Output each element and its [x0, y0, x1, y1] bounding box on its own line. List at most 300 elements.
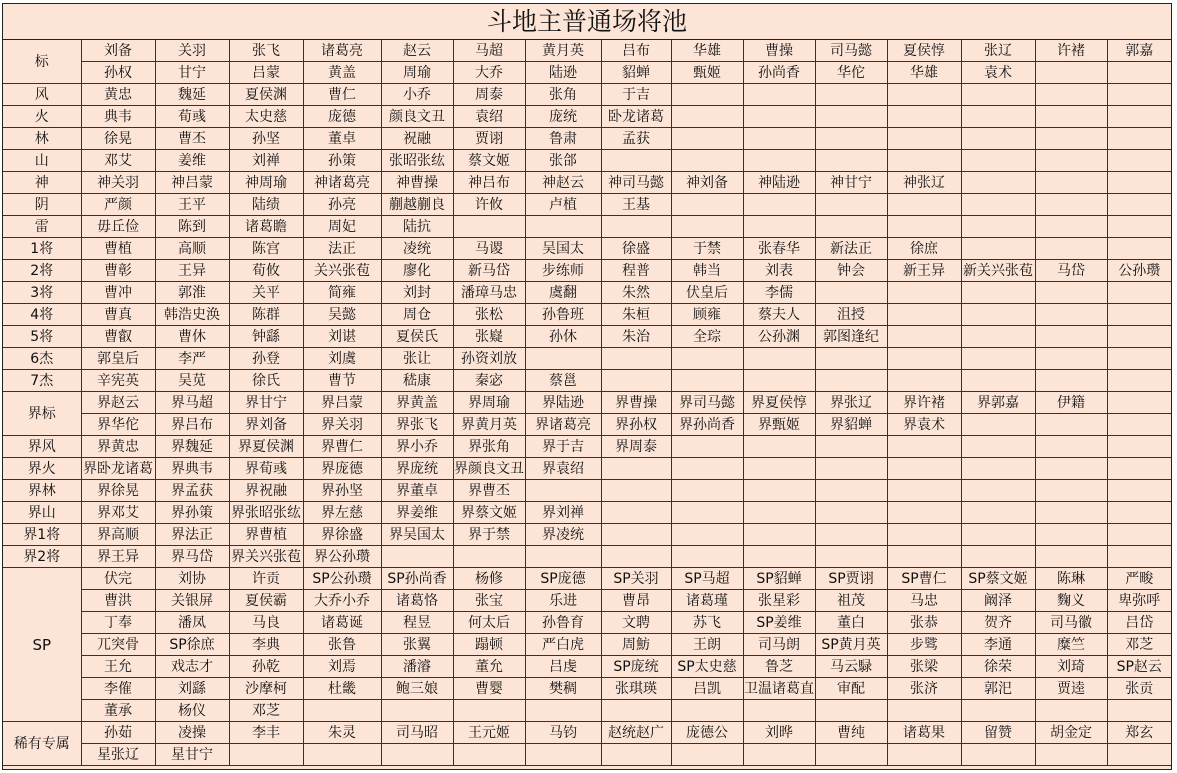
hero-cell — [1035, 194, 1107, 216]
hero-cell: 夏侯渊 — [229, 84, 303, 106]
hero-cell — [961, 744, 1035, 766]
hero-cell — [1107, 744, 1171, 766]
table-row — [3, 62, 1171, 84]
hero-cell: 荀攸 — [229, 260, 303, 282]
hero-cell: 张鲁 — [303, 634, 381, 656]
hero-cell: SP贾诩 — [815, 568, 887, 590]
hero-cell — [1107, 546, 1171, 568]
hero-cell — [887, 326, 961, 348]
hero-cell: 庞统 — [525, 106, 601, 128]
hero-cell: 界张角 — [453, 436, 525, 458]
hero-cell — [815, 348, 887, 370]
hero-cell: 孙茹 — [81, 722, 155, 744]
hero-cell — [1035, 414, 1107, 436]
hero-cell: 樊稠 — [525, 678, 601, 700]
hero-cell: SP貂蝉 — [743, 568, 815, 590]
table-row — [3, 722, 1171, 744]
hero-cell — [743, 700, 815, 722]
hero-cell: 界于吉 — [525, 436, 601, 458]
hero-cell: 曹仁 — [303, 84, 381, 106]
hero-cell: 周泰 — [453, 84, 525, 106]
hero-cell: 祝融 — [381, 128, 453, 150]
hero-cell: 陆抗 — [381, 216, 453, 238]
hero-cell: 界张辽 — [815, 392, 887, 414]
hero-cell: 界黄忠 — [81, 436, 155, 458]
category-label: 7杰 — [3, 370, 81, 392]
hero-cell: 孟获 — [601, 128, 671, 150]
hero-cell — [961, 414, 1035, 436]
table-row — [3, 612, 1171, 634]
hero-cell — [1035, 502, 1107, 524]
hero-cell: 钟繇 — [229, 326, 303, 348]
hero-cell: 贺齐 — [961, 612, 1035, 634]
hero-cell — [961, 480, 1035, 502]
hero-cell: 陈到 — [155, 216, 229, 238]
hero-cell — [743, 546, 815, 568]
hero-cell: 界吕蒙 — [303, 392, 381, 414]
hero-cell: SP关羽 — [601, 568, 671, 590]
hero-cell — [815, 216, 887, 238]
hero-cell: 界曹操 — [601, 392, 671, 414]
hero-cell: 诸葛果 — [887, 722, 961, 744]
hero-cell: 诸葛亮 — [303, 40, 381, 62]
category-label: 标 — [3, 40, 81, 84]
hero-cell — [1107, 326, 1171, 348]
table-row — [3, 238, 1171, 260]
hero-cell: 韩浩史涣 — [155, 304, 229, 326]
hero-cell — [1107, 106, 1171, 128]
hero-cell — [601, 524, 671, 546]
hero-cell — [887, 744, 961, 766]
hero-cell — [961, 150, 1035, 172]
table-row — [3, 216, 1171, 238]
hero-cell: 王朗 — [671, 634, 743, 656]
hero-cell: 界魏延 — [155, 436, 229, 458]
hero-cell: 麴义 — [1035, 590, 1107, 612]
hero-cell: 陈琳 — [1035, 568, 1107, 590]
hero-cell — [1035, 216, 1107, 238]
hero-cell: 界小乔 — [381, 436, 453, 458]
hero-cell — [525, 480, 601, 502]
hero-cell — [303, 744, 381, 766]
hero-cell: SP黄月英 — [815, 634, 887, 656]
hero-cell: 蔡夫人 — [743, 304, 815, 326]
hero-cell: 郭汜 — [961, 678, 1035, 700]
hero-cell: 蔡文姬 — [453, 150, 525, 172]
hero-cell — [743, 458, 815, 480]
hero-cell: 甘宁 — [155, 62, 229, 84]
hero-cell: 朱治 — [601, 326, 671, 348]
table-row — [3, 678, 1171, 700]
hero-cell: 许攸 — [453, 194, 525, 216]
hero-cell: 姜维 — [155, 150, 229, 172]
hero-cell: 留赞 — [961, 722, 1035, 744]
table-row — [3, 84, 1171, 106]
hero-cell: 界吴国太 — [381, 524, 453, 546]
hero-cell: 吴国太 — [525, 238, 601, 260]
hero-cell: 神甘宁 — [815, 172, 887, 194]
hero-cell — [887, 480, 961, 502]
hero-cell: SP马超 — [671, 568, 743, 590]
hero-cell: 郭淮 — [155, 282, 229, 304]
hero-cell: 荀彧 — [155, 106, 229, 128]
hero-cell: 毋丘俭 — [81, 216, 155, 238]
category-label: 神 — [3, 172, 81, 194]
hero-cell: 界蔡文姬 — [453, 502, 525, 524]
hero-cell — [601, 700, 671, 722]
hero-cell — [1107, 84, 1171, 106]
category-label: SP — [3, 568, 81, 722]
hero-cell: 周瑜 — [381, 62, 453, 84]
hero-cell — [961, 326, 1035, 348]
category-label: 界标 — [3, 392, 81, 436]
hero-cell: 吕凯 — [671, 678, 743, 700]
hero-cell: 伊籍 — [1035, 392, 1107, 414]
hero-cell: 李儒 — [743, 282, 815, 304]
hero-cell: 张济 — [887, 678, 961, 700]
hero-cell — [961, 84, 1035, 106]
hero-cell: 界甘宁 — [229, 392, 303, 414]
hero-cell: 刘谌 — [303, 326, 381, 348]
hero-cell — [1035, 524, 1107, 546]
hero-cell: SP赵云 — [1107, 656, 1171, 678]
hero-cell: 秦宓 — [453, 370, 525, 392]
hero-cell — [743, 744, 815, 766]
hero-cell: SP徐庶 — [155, 634, 229, 656]
hero-cell: 曹真 — [81, 304, 155, 326]
hero-cell: 关平 — [229, 282, 303, 304]
category-label: 阴 — [3, 194, 81, 216]
hero-cell: SP庞统 — [601, 656, 671, 678]
hero-cell: 界甄姬 — [743, 414, 815, 436]
hero-cell: 曹彰 — [81, 260, 155, 282]
hero-cell — [525, 700, 601, 722]
table-row — [3, 436, 1171, 458]
hero-cell — [1035, 546, 1107, 568]
hero-cell — [1107, 150, 1171, 172]
hero-cell: 界貂蝉 — [815, 414, 887, 436]
hero-cell — [887, 282, 961, 304]
hero-cell: 孙登 — [229, 348, 303, 370]
category-label: 界1将 — [3, 524, 81, 546]
hero-cell: 董承 — [81, 700, 155, 722]
hero-cell: 祖茂 — [815, 590, 887, 612]
hero-cell — [815, 194, 887, 216]
hero-cell — [453, 700, 525, 722]
hero-cell — [743, 502, 815, 524]
hero-cell — [1035, 326, 1107, 348]
hero-cell — [887, 150, 961, 172]
hero-cell: 关羽 — [155, 40, 229, 62]
hero-cell: 神曹操 — [381, 172, 453, 194]
hero-cell: 关银屏 — [155, 590, 229, 612]
hero-cell — [453, 546, 525, 568]
table-row — [3, 590, 1171, 612]
hero-cell: 董白 — [815, 612, 887, 634]
category-label: 风 — [3, 84, 81, 106]
hero-cell — [815, 106, 887, 128]
hero-cell — [1035, 238, 1107, 260]
hero-cell: 孙资刘放 — [453, 348, 525, 370]
hero-cell — [1035, 458, 1107, 480]
hero-cell: SP孙尚香 — [381, 568, 453, 590]
hero-cell: 张春华 — [743, 238, 815, 260]
hero-cell — [1035, 172, 1107, 194]
hero-cell — [671, 502, 743, 524]
hero-cell: 界袁绍 — [525, 458, 601, 480]
hero-cell: 大乔 — [453, 62, 525, 84]
hero-cell: 朱然 — [601, 282, 671, 304]
hero-cell — [815, 744, 887, 766]
hero-cell: 界高顺 — [81, 524, 155, 546]
hero-cell: 界黄盖 — [381, 392, 453, 414]
hero-cell: 公孙瓒 — [1107, 260, 1171, 282]
hero-cell: 界夏侯惇 — [743, 392, 815, 414]
hero-cell — [601, 546, 671, 568]
category-label: 火 — [3, 106, 81, 128]
hero-cell: 界祝融 — [229, 480, 303, 502]
hero-cell: 张飞 — [229, 40, 303, 62]
table-row — [3, 392, 1171, 414]
hero-cell — [815, 458, 887, 480]
hero-cell: 张角 — [525, 84, 601, 106]
hero-cell — [1107, 700, 1171, 722]
hero-cell: 界许褚 — [887, 392, 961, 414]
hero-cell: 卧龙诸葛 — [601, 106, 671, 128]
hero-cell: 刘表 — [743, 260, 815, 282]
hero-cell — [671, 700, 743, 722]
hero-cell — [815, 480, 887, 502]
hero-cell: 严颜 — [81, 194, 155, 216]
hero-cell: 周妃 — [303, 216, 381, 238]
hero-cell: 李傕 — [81, 678, 155, 700]
hero-cell — [525, 216, 601, 238]
hero-cell: 刘禅 — [229, 150, 303, 172]
hero-cell: 界孙权 — [601, 414, 671, 436]
hero-cell: 诸葛诞 — [303, 612, 381, 634]
category-label: 4将 — [3, 304, 81, 326]
hero-cell — [1107, 524, 1171, 546]
hero-cell: 典韦 — [81, 106, 155, 128]
hero-cell: 董允 — [453, 656, 525, 678]
hero-cell — [815, 84, 887, 106]
hero-cell — [453, 744, 525, 766]
hero-cell: 神关羽 — [81, 172, 155, 194]
hero-cell — [1035, 304, 1107, 326]
hero-cell: 界于禁 — [453, 524, 525, 546]
hero-cell: 刘虞 — [303, 348, 381, 370]
table-row — [3, 348, 1171, 370]
category-label: 山 — [3, 150, 81, 172]
hero-cell: 袁术 — [961, 62, 1035, 84]
hero-cell — [1107, 128, 1171, 150]
hero-cell: 杨仪 — [155, 700, 229, 722]
hero-cell: 界姜维 — [381, 502, 453, 524]
hero-cell — [525, 744, 601, 766]
hero-cell: 徐盛 — [601, 238, 671, 260]
hero-cell — [815, 502, 887, 524]
hero-cell: 周魴 — [601, 634, 671, 656]
hero-cell: 华佗 — [815, 62, 887, 84]
hero-cell: 兀突骨 — [81, 634, 155, 656]
hero-cell: 界袁术 — [887, 414, 961, 436]
hero-cell: 曹丕 — [155, 128, 229, 150]
hero-cell: 鲍三娘 — [381, 678, 453, 700]
hero-cell — [815, 524, 887, 546]
hero-cell — [961, 238, 1035, 260]
hero-cell: 蒯越蒯良 — [381, 194, 453, 216]
hero-cell: 刘晔 — [743, 722, 815, 744]
hero-cell: 关兴张苞 — [303, 260, 381, 282]
hero-cell: 界周泰 — [601, 436, 671, 458]
hero-cell: 孙尚香 — [743, 62, 815, 84]
hero-cell: 曹洪 — [81, 590, 155, 612]
hero-cell: 鲁肃 — [525, 128, 601, 150]
hero-cell: 郭图逢纪 — [815, 326, 887, 348]
hero-cell: 李丰 — [229, 722, 303, 744]
table-row — [3, 150, 1171, 172]
hero-cell — [815, 150, 887, 172]
hero-cell: 郑玄 — [1107, 722, 1171, 744]
table-row — [3, 282, 1171, 304]
hero-cell: 刘协 — [155, 568, 229, 590]
hero-cell: 司马徽 — [1035, 612, 1107, 634]
hero-cell: 王平 — [155, 194, 229, 216]
hero-cell: 曹节 — [303, 370, 381, 392]
hero-cell: 界凌统 — [525, 524, 601, 546]
hero-cell — [887, 304, 961, 326]
hero-cell — [887, 546, 961, 568]
hero-cell — [961, 370, 1035, 392]
hero-cell: 杨修 — [453, 568, 525, 590]
hero-cell: 严白虎 — [525, 634, 601, 656]
hero-cell — [1035, 744, 1107, 766]
table-row — [3, 370, 1171, 392]
hero-cell: 公孙渊 — [743, 326, 815, 348]
hero-cell: 黄忠 — [81, 84, 155, 106]
hero-cell — [1107, 172, 1171, 194]
hero-cell: 王元姬 — [453, 722, 525, 744]
hero-cell: 张贡 — [1107, 678, 1171, 700]
hero-cell: 小乔 — [381, 84, 453, 106]
hero-cell — [887, 84, 961, 106]
hero-cell: 凌操 — [155, 722, 229, 744]
hero-cell: 蹋顿 — [453, 634, 525, 656]
hero-cell: 诸葛瞻 — [229, 216, 303, 238]
hero-cell — [1035, 282, 1107, 304]
hero-cell: 潘凤 — [155, 612, 229, 634]
hero-cell — [1107, 194, 1171, 216]
hero-cell: 曹纯 — [815, 722, 887, 744]
hero-cell: 吕虔 — [525, 656, 601, 678]
hero-cell: 张梁 — [887, 656, 961, 678]
hero-cell — [1107, 458, 1171, 480]
hero-cell: 许褚 — [1035, 40, 1107, 62]
hero-cell: 伏完 — [81, 568, 155, 590]
hero-cell: 界庞德 — [303, 458, 381, 480]
hero-cell: 孙权 — [81, 62, 155, 84]
hero-cell — [601, 458, 671, 480]
hero-cell — [1035, 348, 1107, 370]
hero-cell: 赵云 — [381, 40, 453, 62]
hero-cell — [229, 744, 303, 766]
hero-cell: 星张辽 — [81, 744, 155, 766]
hero-cell: 大乔小乔 — [303, 590, 381, 612]
hero-cell: 程昱 — [381, 612, 453, 634]
hero-cell: 司马昭 — [381, 722, 453, 744]
hero-cell — [1035, 480, 1107, 502]
hero-cell — [601, 502, 671, 524]
hero-cell: 曹操 — [743, 40, 815, 62]
hero-cell: 太史慈 — [229, 106, 303, 128]
hero-cell: 简雍 — [303, 282, 381, 304]
hero-cell: 于禁 — [671, 238, 743, 260]
hero-cell: 刘封 — [381, 282, 453, 304]
hero-cell: 廖化 — [381, 260, 453, 282]
hero-cell: 阚泽 — [961, 590, 1035, 612]
hero-cell: SP太史慈 — [671, 656, 743, 678]
category-label: 界风 — [3, 436, 81, 458]
category-label: 界2将 — [3, 546, 81, 568]
hero-cell — [671, 546, 743, 568]
hero-cell: 界徐盛 — [303, 524, 381, 546]
hero-cell: SP公孙瓒 — [303, 568, 381, 590]
hero-cell — [1107, 304, 1171, 326]
hero-cell: 神诸葛亮 — [303, 172, 381, 194]
hero-cell: 界董卓 — [381, 480, 453, 502]
hero-cell: 夏侯霸 — [229, 590, 303, 612]
hero-cell: 潘璋马忠 — [453, 282, 525, 304]
hero-cell: 吕蒙 — [229, 62, 303, 84]
hero-cell: 界王异 — [81, 546, 155, 568]
hero-cell: 贾逵 — [1035, 678, 1107, 700]
hero-cell: 邓芝 — [1107, 634, 1171, 656]
hero-cell — [743, 348, 815, 370]
hero-cell: 步练师 — [525, 260, 601, 282]
hero-cell — [887, 458, 961, 480]
hero-cell: 陈宫 — [229, 238, 303, 260]
hero-cell: 嵇康 — [381, 370, 453, 392]
hero-cell: 黄月英 — [525, 40, 601, 62]
table-row — [3, 260, 1171, 282]
hero-cell — [1035, 84, 1107, 106]
table-row — [3, 40, 1171, 62]
hero-cell: 界典韦 — [155, 458, 229, 480]
hero-cell: 孙策 — [303, 150, 381, 172]
hero-cell: 辛宪英 — [81, 370, 155, 392]
hero-cell — [887, 106, 961, 128]
hero-cell: 陈群 — [229, 304, 303, 326]
hero-cell — [887, 216, 961, 238]
table-row — [3, 106, 1171, 128]
hero-cell: 徐荣 — [961, 656, 1035, 678]
hero-cell — [1107, 436, 1171, 458]
hero-cell — [525, 546, 601, 568]
hero-cell: 诸葛恪 — [381, 590, 453, 612]
hero-cell — [601, 216, 671, 238]
hero-cell: 张郃 — [525, 150, 601, 172]
hero-cell: 朱桓 — [601, 304, 671, 326]
table-row — [3, 326, 1171, 348]
hero-cell: 马谡 — [453, 238, 525, 260]
hero-cell: 马钧 — [525, 722, 601, 744]
hero-cell — [1035, 700, 1107, 722]
hero-cell: 神张辽 — [887, 172, 961, 194]
hero-cell: 神吕布 — [453, 172, 525, 194]
hero-cell: 张星彩 — [743, 590, 815, 612]
hero-cell: 界曹仁 — [303, 436, 381, 458]
hero-cell: 界孙尚香 — [671, 414, 743, 436]
